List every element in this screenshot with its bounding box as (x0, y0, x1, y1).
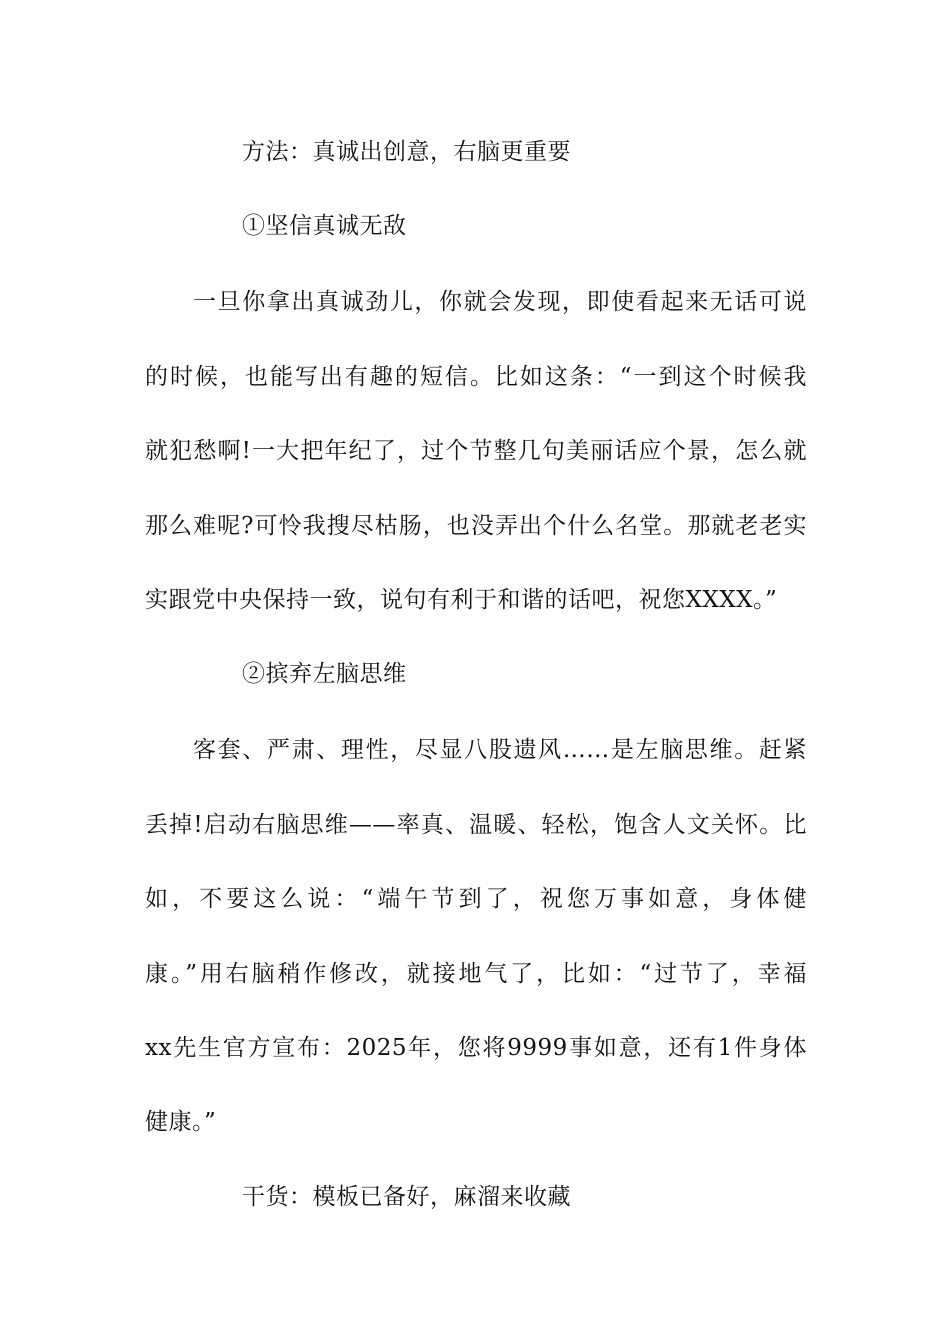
paragraph-line: 客套、严肃、理性，尽显八股遗风……是左脑思维。赶紧 (193, 737, 807, 763)
subheading-sincerity: ①坚信真诚无敌 (242, 213, 407, 239)
paragraph-line: 实跟党中央保持一致，说句有利于和谐的话吧，祝您XXXX。” (145, 587, 778, 613)
paragraph-line: 康。”用右脑稍作修改，就接地气了，比如：“过节了，幸福 (145, 961, 807, 987)
section-heading-template: 干货：模板已备好，麻溜来收藏 (242, 1184, 571, 1210)
paragraph-line: 的时候，也能写出有趣的短信。比如这条：“一到这个时候我 (145, 364, 807, 390)
subheading-right-brain: ②摈弃左脑思维 (242, 661, 407, 687)
paragraph-line: 丢掉!启动右脑思维——率真、温暖、轻松，饱含人文关怀。比 (145, 812, 807, 838)
paragraph-line: 就犯愁啊!一大把年纪了，过个节整几句美丽话应个景，怎么就 (145, 438, 807, 464)
section-heading-method: 方法：真诚出创意，右脑更重要 (242, 139, 571, 165)
paragraph-line: 那么难呢?可怜我搜尽枯肠，也没弄出个什么名堂。那就老老实 (145, 513, 807, 539)
paragraph-line: 如，不要这么说：“端午节到了，祝您万事如意，身体健 (145, 886, 807, 912)
paragraph-line: 健康。” (145, 1109, 217, 1135)
paragraph-line: 一旦你拿出真诚劲儿，你就会发现，即使看起来无话可说 (193, 289, 807, 315)
paragraph-line: xx先生官方宣布：2025年，您将9999事如意，还有1件身体 (145, 1035, 807, 1061)
